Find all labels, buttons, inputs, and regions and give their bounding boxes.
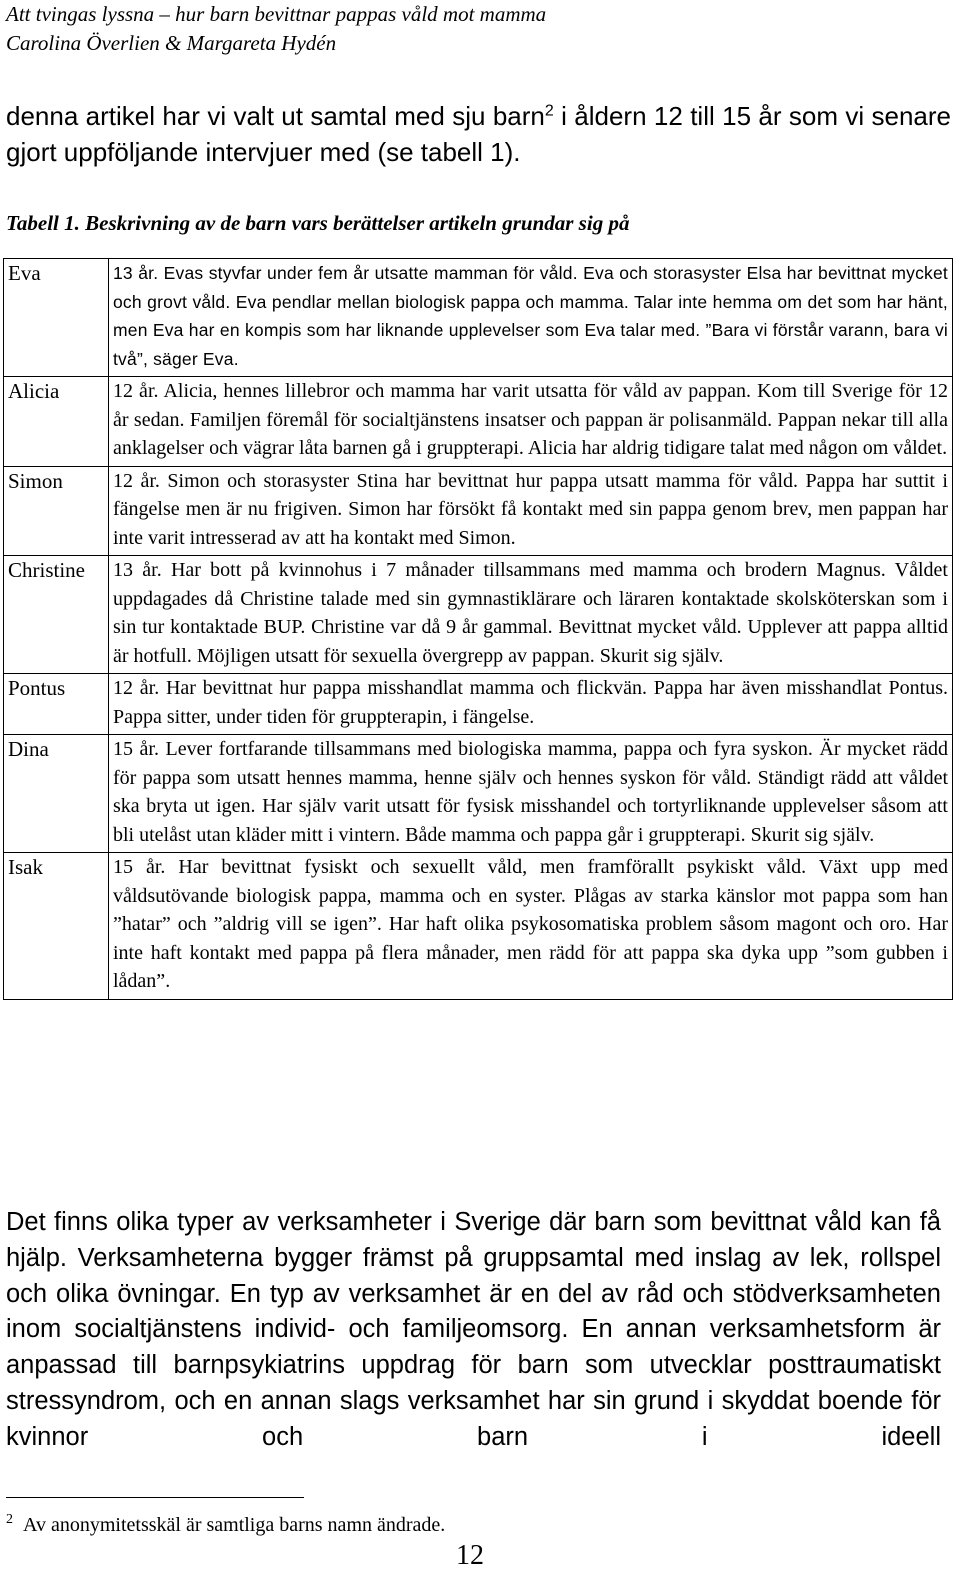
intro-text-start: denna artikel har vi valt ut samtal med sju barn	[6, 101, 545, 131]
intro-paragraph	[6, 98, 951, 170]
footnote-divider	[6, 1497, 304, 1498]
child-description: 12 år. Har bevittnat hur pappa misshandlat mamma och flickvän. Pappa har även misshandlat Pontus. Pappa sitter, under tiden för gruppterapin, i fängelse.	[109, 674, 953, 735]
footnote-marker: 2	[6, 1512, 13, 1528]
table-row	[4, 377, 953, 467]
children-table	[3, 258, 953, 1000]
child-name: Dina	[4, 735, 109, 853]
intro-text-end: i åldern 12 till 15 år som vi senare gjort uppföljande intervjuer med (se tabell 1).	[6, 101, 951, 167]
child-name: Alicia	[4, 377, 109, 467]
child-description: 15 år. Har bevittnat fysiskt och sexuellt våld, men framförallt psykiskt våld. Växt upp med våldsutövande biologisk pappa, mamma och en syster. Plågas av starka känslor mot pappa som han ”hatar” och ”aldrig vill se igen”. Har haft olika psykosomatiska problem såsom magont och oro. Har inte haft kontakt med pappa på flera månader, men rädd för att pappa ska dyka upp ”som gubben i lådan”.	[109, 853, 953, 1000]
child-name: Simon	[4, 466, 109, 556]
child-name: Pontus	[4, 674, 109, 735]
footnote	[6, 1512, 445, 1538]
table-row	[4, 556, 953, 674]
child-description: 13 år. Evas styvfar under fem år utsatte mamman för våld. Eva och storasyster Elsa har bevittnat mycket och grovt våld. Eva pendlar mellan biologisk pappa och mamma. Talar inte hemma om det som har hänt, men Eva har en kompis som har liknande upplevelser som Eva talar med. ”Bara vi förstår varann, bara vi två”, säger Eva.	[109, 259, 953, 377]
table-row	[4, 735, 953, 853]
table-row	[4, 466, 953, 556]
running-header	[6, 0, 546, 58]
table-row	[4, 853, 953, 1000]
table-row	[4, 674, 953, 735]
child-description: 13 år. Har bott på kvinnohus i 7 månader tillsammans med mamma och brodern Magnus. Våldet uppdagades då Christine talade med sin gymnastiklärare och läraren kontaktade skolsköterskan som i sin tur kontaktade BUP. Christine var då 9 år gammal. Bevittnat mycket våld. Upplever att pappa alltid är hotfull. Möjligen utsatt för sexuella övergrepp av pappan. Skurit sig själv.	[109, 556, 953, 674]
child-description: 15 år. Lever fortfarande tillsammans med biologiska mamma, pappa och fyra syskon. Är mycket rädd för pappa som utsatt hennes mamma, henne själv och hennes syskon för våld. Ständigt rädd att våldet ska bryta ut igen. Har själv varit utsatt för fysisk misshandel och tortyrliknande upplevelser såsom att bli utelåst utan kläder mitt i vintern. Både mamma och pappa går i gruppterapi. Skurit sig själv.	[109, 735, 953, 853]
child-name: Eva	[4, 259, 109, 377]
page-number: 12	[456, 1540, 484, 1571]
child-name: Isak	[4, 853, 109, 1000]
header-title: Att tvingas lyssna – hur barn bevittnar pappas våld mot mamma	[6, 2, 547, 26]
child-description: 12 år. Alicia, hennes lillebror och mamma har varit utsatta för våld av pappan. Kom till Sverige för 12 år sedan. Familjen föremål för socialtjänstens insatser och pappan är polisanmäld. Pappan nekar till alla anklagelser och vägrar låta barnen gå i gruppterapi. Alicia har aldrig tidigare talat med någon om våldet.	[109, 377, 953, 467]
footnote-ref: 2	[544, 102, 554, 120]
child-description: 12 år. Simon och storasyster Stina har bevittnat hur pappa utsatt mamma för våld. Pappa har suttit i fängelse men är nu frigiven. Simon har försökt få kontakt med sin pappa genom brev, men pappan har inte varit intresserad av att ha kontakt med Simon.	[109, 466, 953, 556]
child-name: Christine	[4, 556, 109, 674]
table-caption: Tabell 1. Beskrivning av de barn vars berättelser artikeln grundar sig på	[6, 211, 630, 235]
footnote-text: Av anonymitetsskäl är samtliga barns namn ändrade.	[23, 1514, 446, 1536]
header-authors: Carolina Överlien & Margareta Hydén	[6, 31, 337, 55]
body-paragraph: Det finns olika typer av verksamheter i Sverige där barn som bevittnat våld kan få hjälp. Verksamheterna bygger främst på gruppsamtal med inslag av lek, rollspel och olika övningar. En typ av verksamhet är en del av råd och stödverksamheten inom socialtjänstens individ- och familjeomsorg. En annan verksamhetsform är anpassad till barnpsykiatrins uppdrag för barn som utvecklar posttraumatiskt stressyndrom, och en annan slags verksamhet har sin grund i skyddat boende för kvinnor och barn i ideell	[6, 1208, 941, 1451]
table-row	[4, 259, 953, 377]
